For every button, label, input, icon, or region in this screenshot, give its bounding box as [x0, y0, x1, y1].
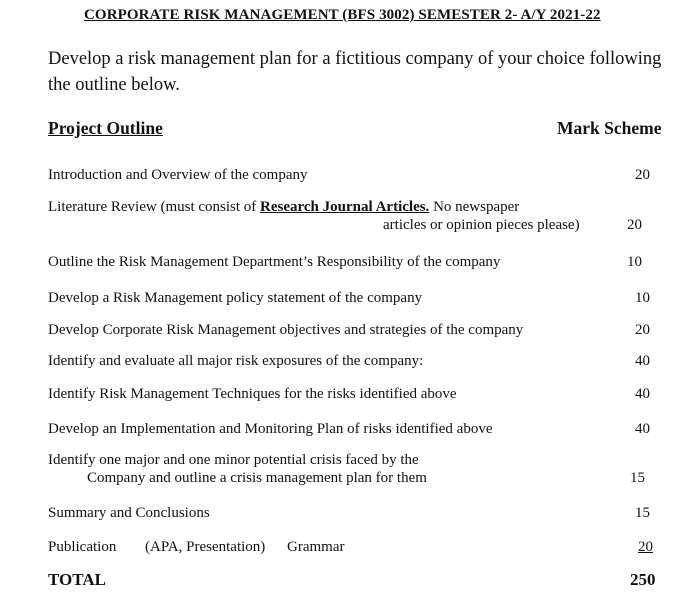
outline-item-summary: Summary and Conclusions [48, 505, 210, 521]
total-label: TOTAL [48, 570, 106, 589]
literature-review-line2: articles or opinion pieces please) [383, 217, 580, 233]
mark-department-responsibility: 10 [627, 254, 642, 270]
mark-implementation-plan: 40 [635, 421, 650, 437]
literature-review-prefix: Literature Review (must consist of [48, 199, 261, 215]
mark-introduction: 20 [635, 167, 650, 183]
outline-item-risk-exposures: Identify and evaluate all major risk exposures of the company: [48, 353, 424, 369]
outline-item-publication: Publication [48, 539, 117, 555]
outline-item-implementation-plan: Develop an Implementation and Monitoring Plan of risks identified above [48, 421, 493, 437]
project-outline-heading: Project Outline [48, 118, 163, 138]
outline-item-literature-review [48, 199, 519, 216]
mark-objectives-strategies: 20 [635, 322, 650, 338]
mark-risk-techniques: 40 [635, 386, 650, 402]
mark-summary: 15 [635, 505, 650, 521]
outline-item-risk-techniques: Identify Risk Management Techniques for the risks identified above [48, 386, 457, 402]
outline-item-crisis: Identify one major and one minor potential crisis faced by the [48, 452, 419, 468]
mark-risk-exposures: 40 [635, 353, 650, 369]
document-title: CORPORATE RISK MANAGEMENT (BFS 3002) SEMESTER 2- A/Y 2021-22 [84, 7, 601, 23]
outline-item-department-responsibility: Outline the Risk Management Department’s Responsibility of the company [48, 254, 501, 270]
crisis-line2: Company and outline a crisis management plan for them [87, 470, 427, 486]
mark-literature-review: 20 [627, 217, 642, 233]
literature-review-suffix: No newspaper [429, 199, 520, 215]
outline-item-policy-statement: Develop a Risk Management policy statement of the company [48, 290, 423, 306]
mark-crisis: 15 [630, 470, 645, 486]
publication-apa-presentation: (APA, Presentation) [145, 539, 266, 555]
instructions-paragraph: Develop a risk management plan for a fictitious company of your choice following the outline below. [48, 49, 662, 95]
mark-policy-statement: 10 [635, 290, 650, 306]
mark-scheme-heading: Mark Scheme [557, 118, 662, 138]
research-journal-articles-emphasis: Research Journal Articles. [260, 199, 430, 215]
publication-grammar: Grammar [287, 539, 345, 555]
mark-publication: 20 [638, 539, 653, 555]
outline-item-introduction: Introduction and Overview of the company [48, 167, 308, 183]
total-value: 250 [630, 570, 656, 589]
outline-item-objectives-strategies: Develop Corporate Risk Management objectives and strategies of the company [48, 322, 524, 338]
